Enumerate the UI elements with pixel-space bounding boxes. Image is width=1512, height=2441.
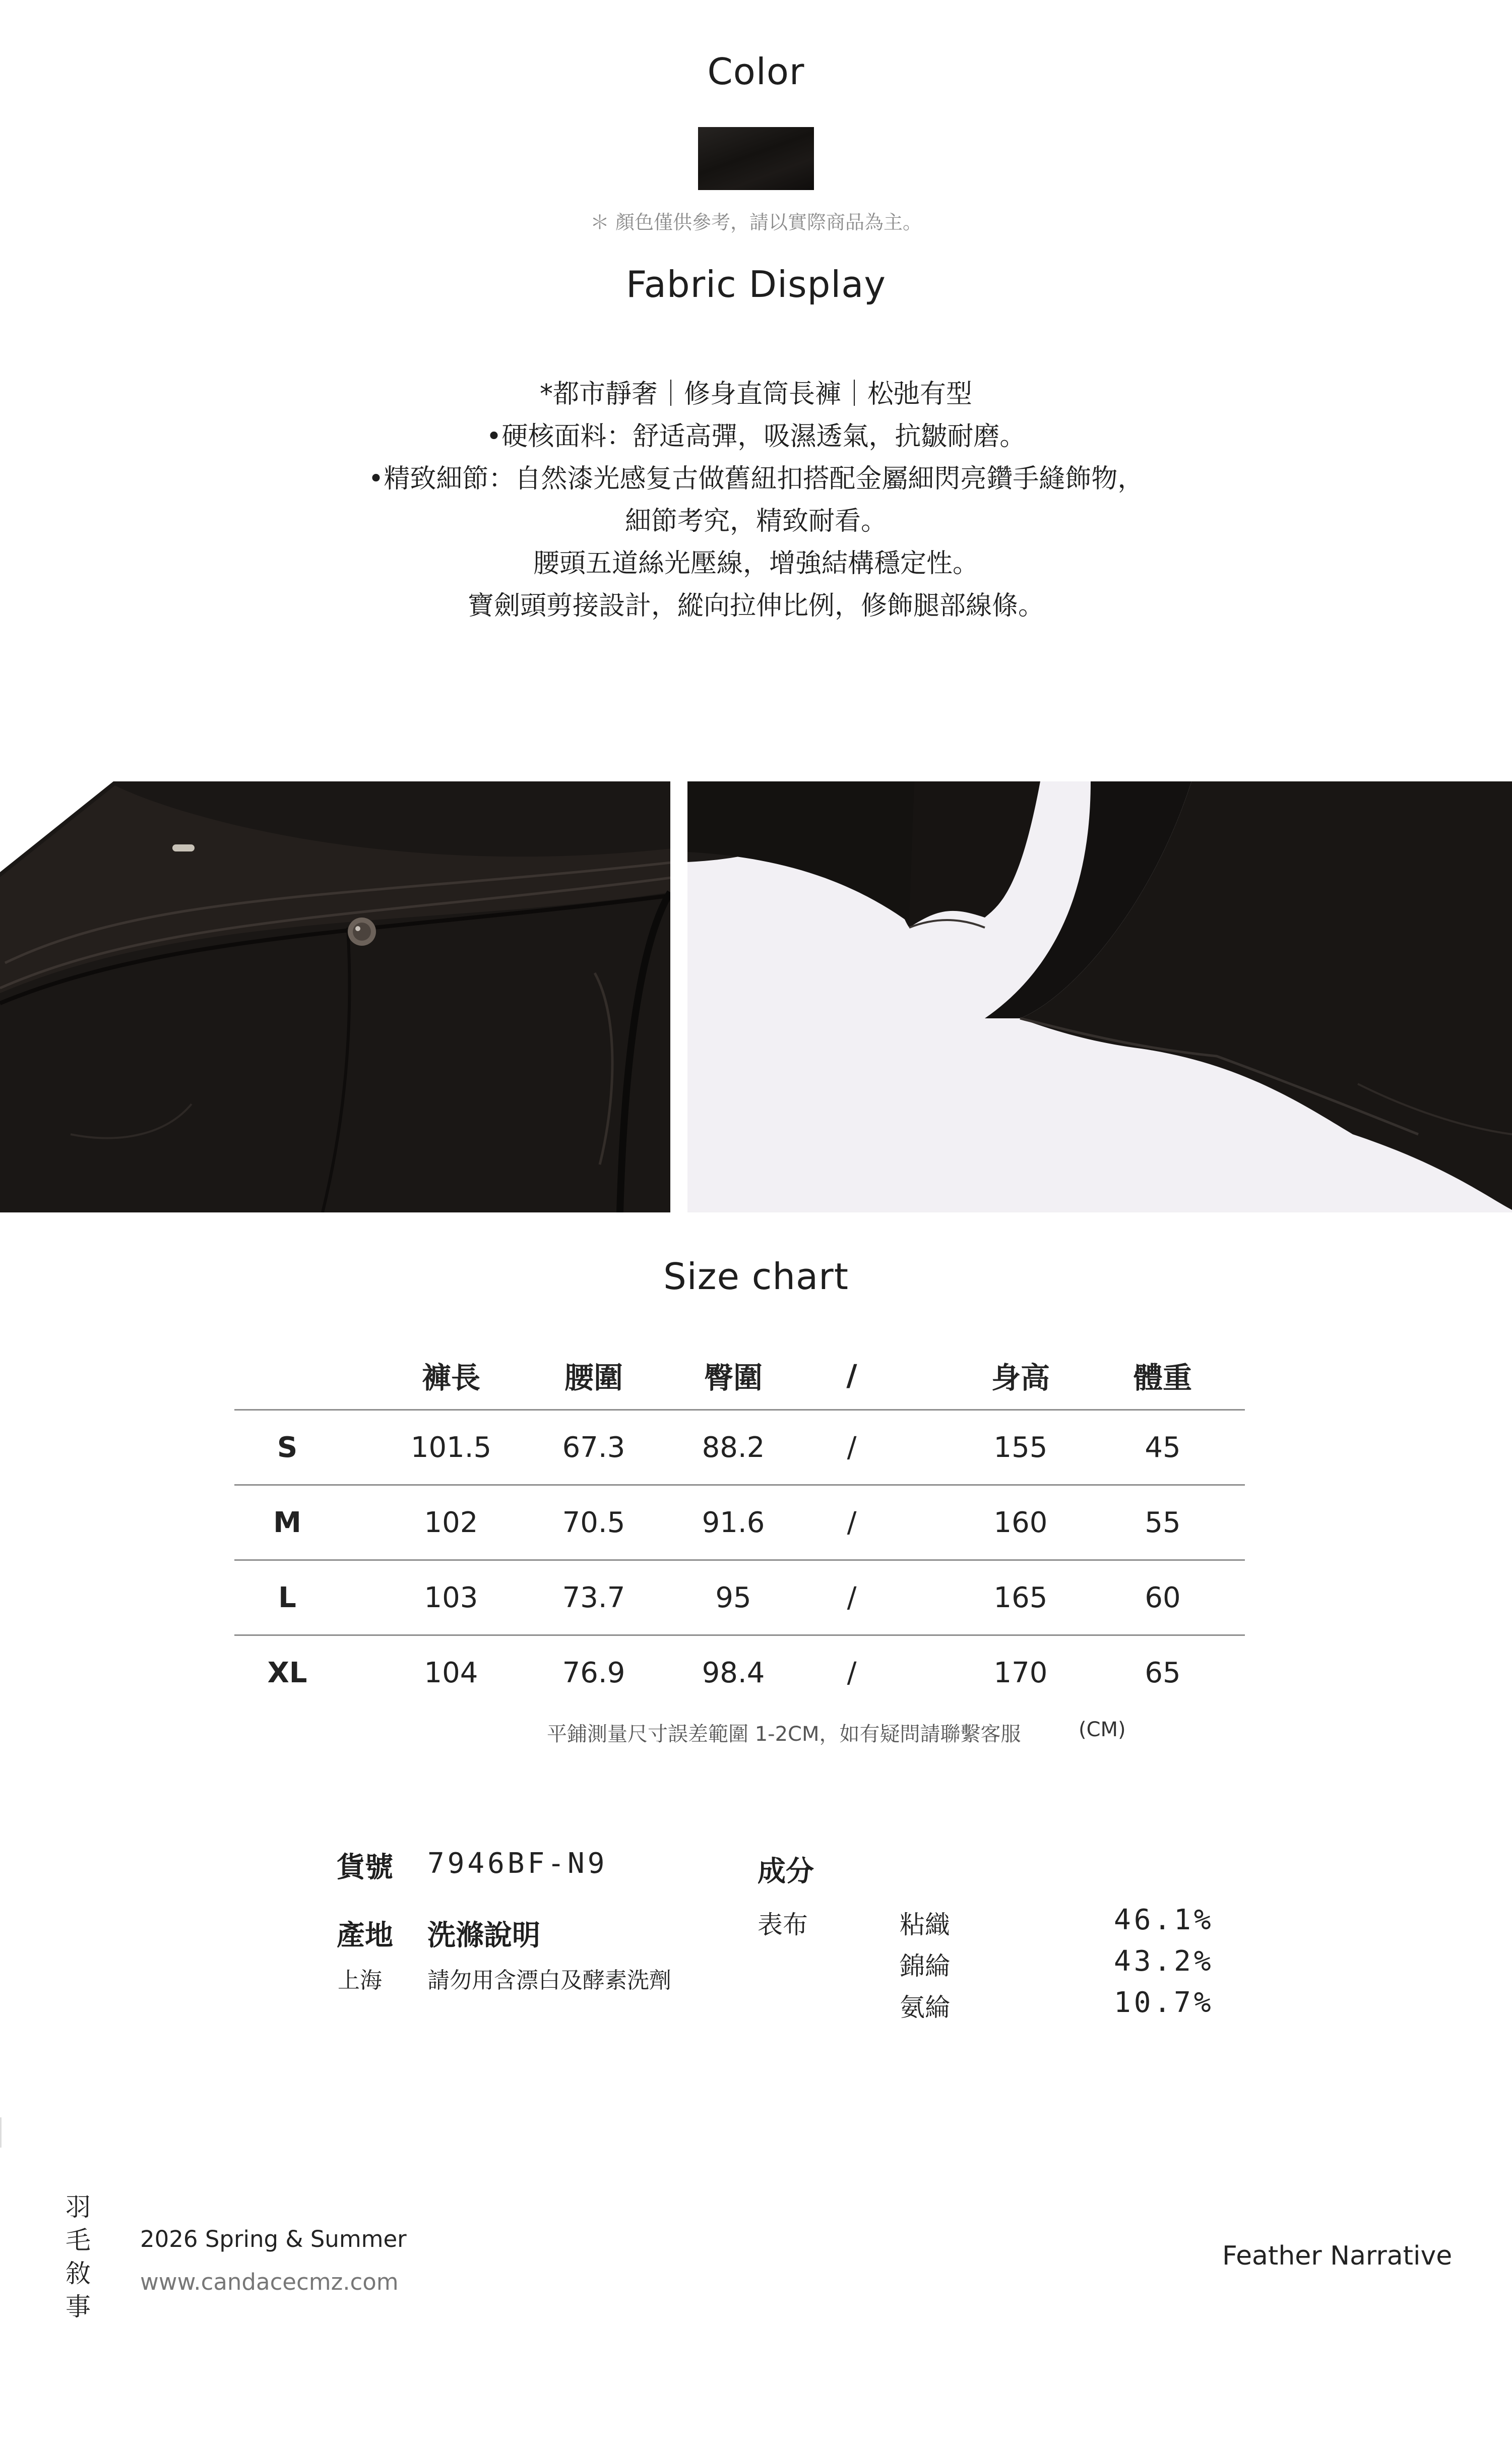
cell: /	[847, 1506, 857, 1539]
item-no: 7946BF-N9	[427, 1847, 608, 1880]
table-row	[234, 1636, 1245, 1710]
cell: 88.2	[702, 1431, 765, 1464]
color-swatch-black[interactable]	[698, 127, 814, 190]
cell: /	[847, 1431, 857, 1464]
cell: 73.7	[562, 1581, 625, 1614]
header-pants-length: 褲長	[421, 1360, 480, 1395]
fiber-name: 錦綸	[900, 1951, 950, 1981]
table-row	[234, 1411, 1245, 1484]
website-link[interactable]: www.candacecmz.com	[140, 2269, 399, 2295]
cell: 76.9	[562, 1656, 625, 1689]
composition-label: 成分	[758, 1855, 814, 1888]
cell: 95	[715, 1581, 751, 1614]
color-disclaimer: ＊ 顏色僅供參考，請以實際商品為主。	[590, 211, 922, 233]
color-title: Color	[707, 50, 805, 93]
cell: 160	[993, 1506, 1048, 1539]
cell: /	[847, 1581, 857, 1614]
cell: 103	[424, 1581, 478, 1614]
season-label: 2026 Spring & Summer	[140, 2226, 407, 2252]
size-label: XL	[267, 1656, 307, 1689]
header-hip: 臀圍	[704, 1360, 763, 1395]
size-label: L	[278, 1581, 296, 1614]
size-unit: (CM)	[1079, 1718, 1126, 1741]
origin-label: 產地	[337, 1919, 393, 1952]
fiber-name: 氨綸	[900, 1993, 950, 2022]
description-line: 寶劍頭剪接設計，縱向拉伸比例，修飾腿部線條。	[467, 591, 1044, 621]
cell: 155	[993, 1431, 1048, 1464]
fabric-description	[0, 373, 1512, 627]
origin-value: 上海	[338, 1968, 382, 1993]
hem-detail-photo	[687, 781, 1512, 1212]
cell: 104	[424, 1656, 478, 1689]
brand-char: 毛	[66, 2226, 91, 2255]
care-value: 請勿用含漂白及酵素洗劑	[427, 1968, 671, 1993]
item-no-label: 貨號	[337, 1851, 393, 1884]
description-line: •硬核面料：舒适高彈，吸濕透氣，抗皺耐磨。	[486, 421, 1026, 452]
size-measure-note: 平鋪測量尺寸誤差範圍 1-2CM，如有疑問請聯繫客服	[547, 1723, 1021, 1746]
size-table-header	[234, 1341, 1245, 1409]
fiber-percent: 43.2%	[1114, 1945, 1214, 1978]
cell: 65	[1145, 1656, 1181, 1689]
description-line: •精致細節：自然漆光感复古做舊紐扣搭配金屬細閃亮鑽手縫飾物，	[368, 464, 1144, 494]
header-height: 身高	[991, 1360, 1050, 1395]
brand-char: 敘	[66, 2259, 91, 2288]
header-cell	[260, 1341, 315, 1409]
care-label: 洗滌說明	[427, 1919, 540, 1952]
cell: 67.3	[562, 1431, 625, 1464]
fiber-percent: 46.1%	[1114, 1904, 1214, 1936]
size-chart-title: Size chart	[663, 1255, 849, 1298]
cell: /	[847, 1656, 857, 1689]
cell: 55	[1145, 1506, 1181, 1539]
size-label: M	[273, 1506, 301, 1539]
table-row	[234, 1486, 1245, 1559]
brand-char: 羽	[66, 2192, 91, 2222]
edge-mark	[0, 2117, 2, 2148]
fiber-percent: 10.7%	[1114, 1986, 1214, 2019]
description-line: *都市靜奢｜修身直筒長褲｜松弛有型	[539, 379, 972, 409]
size-table	[234, 1341, 1245, 1710]
brand-tagline: Feather Narrative	[1222, 2241, 1453, 2271]
cell: 165	[993, 1581, 1048, 1614]
brand-char: 事	[66, 2292, 91, 2322]
cell: 98.4	[702, 1656, 765, 1689]
size-label: S	[277, 1431, 298, 1464]
header-divider: /	[846, 1358, 857, 1392]
fabric-display-title: Fabric Display	[625, 263, 887, 306]
cell: 45	[1145, 1431, 1181, 1464]
cell: 60	[1145, 1581, 1181, 1614]
cell: 101.5	[410, 1431, 492, 1464]
fiber-name: 粘織	[900, 1910, 950, 1939]
waistband-detail-photo	[0, 781, 670, 1212]
description-line: 細節考究，精致耐看。	[624, 506, 887, 536]
table-row	[234, 1561, 1245, 1634]
cell: 91.6	[702, 1506, 765, 1539]
header-weight: 體重	[1133, 1360, 1192, 1395]
cell: 70.5	[562, 1506, 625, 1539]
header-waist: 腰圍	[564, 1360, 623, 1395]
cell: 102	[424, 1506, 478, 1539]
brand-name-vertical	[63, 2190, 93, 2324]
cell: 170	[993, 1656, 1048, 1689]
description-line: 腰頭五道絲光壓線，增強結構穩定性。	[533, 548, 979, 579]
fabric-label: 表布	[758, 1910, 808, 1939]
